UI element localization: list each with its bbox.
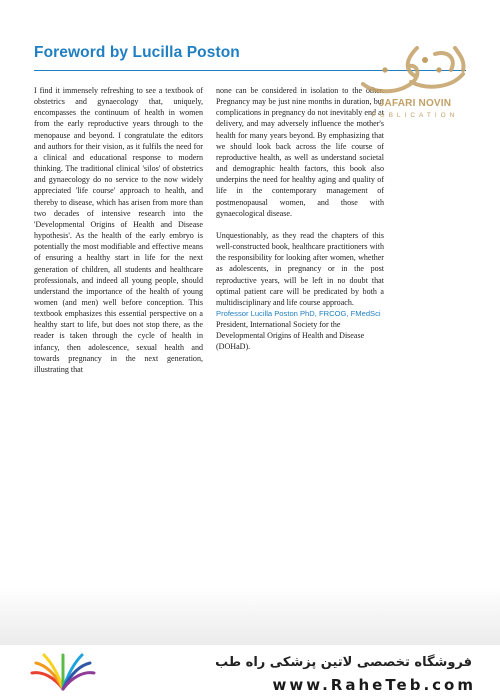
calligraphy-logo-icon: [355, 40, 475, 100]
footer-url: www.RaheTeb.com: [272, 676, 476, 694]
signature-role: President, International Society for the Developmental Origins of Health and Disease (DOHaD).: [216, 320, 365, 352]
page-bottom-shadow: [0, 585, 500, 645]
paragraph: Unquestionably, as they read the chapters of this well-constructed book, healthcare practitioners with the responsibility for looking after women, whether as adolescents, in pregnancy or in the post reproductive years, will be left in no doubt that optimal patient care will be predicated by both a multidisciplinary and life course approach.: [216, 230, 384, 307]
watermark-name: JAFARI NOVIN: [378, 98, 452, 109]
left-column: [34, 85, 203, 375]
watermark-tagline: PUBLICATION: [371, 112, 459, 119]
open-book-logo-icon: [28, 651, 98, 695]
publisher-watermark-logo: [355, 40, 475, 130]
page-title: Foreword by Lucilla Poston: [34, 44, 240, 61]
paragraph: I find it immensely refreshing to see a textbook of obstetrics and gynaecology that, uniquely, encompasses the continuum of health in women from the early reproductive years through to the menopause and beyond. I congratulate the editors and authors for their vision, as it fulfils the need for a clinical and educational response to modern thinking. The traditional clinical 'silos' of obstetrics and gynaecology do no service to the now widely appreciated 'life course' approach to health, and thereby to disease, which has arisen from more than two decades of intensive research into the 'Developmental Origins of Health and Disease hypothesis'. As the health of the early embryo is potentially the most modifiable and effective means of ensuring a healthy start in life for the next generation of children, all students and healthcare professionals, and indeed all young people, should understand the importance of the health of young women (and men) well before conception. This textbook emphasizes this essential perspective on a healthy start to life, but does not stop there, as the reader is taken through the cycle of health in infancy, then adolescence, sexual health and towards pregnancy in the next generation, illustrating that: [34, 86, 203, 374]
footer-title: فروشگاه تخصصی لاتین پزشکی راه طب: [215, 655, 472, 670]
paragraph: none can be considered in isolation to the other. Pregnancy may be just nine months in duration, but complications in pregnancy do not inevitably end at delivery, and may adversely influence the mother's health for many years beyond. By emphasizing that we should look back across the life course of reproductive health, as well as understand societal and demographic health factors, this book also underpins the need for healthy aging and quality of life in the contemporary management of postmenopausal women, and those with gynaecological disease.: [216, 86, 384, 218]
signature-name: Professor Lucilla Poston PhD, FRCOG, FMedSci: [216, 308, 381, 318]
paragraph-gap: [216, 219, 384, 230]
site-footer-banner: [0, 645, 500, 700]
